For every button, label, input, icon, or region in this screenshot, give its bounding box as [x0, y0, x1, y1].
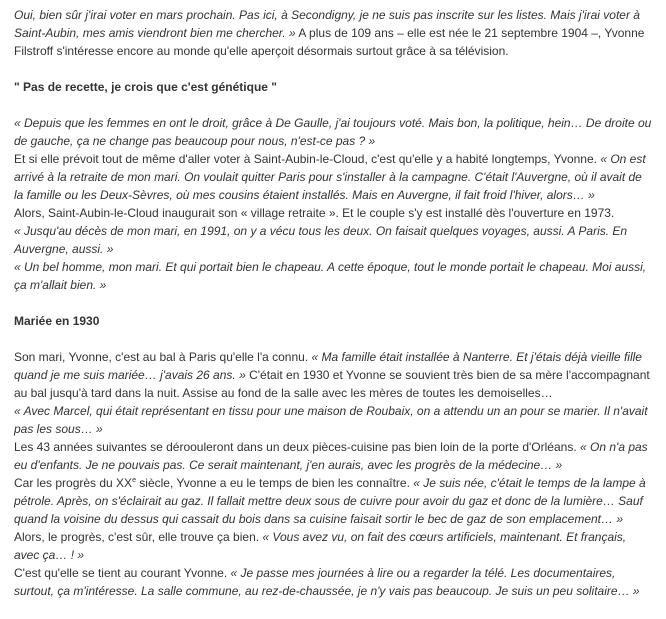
quote-retraite: « On est arrivé à la retraite de mon mari. On voulait quitter Paris pour s'installer à la campagne. C'était l'Auvergne, où il avait de la famille ou les Deux-Sèvres, où mes cousins étaient installés. Mais en Auvergne, il fait froid l'hiver, alors… »: [14, 152, 646, 202]
paragraph-saint-aubin: [14, 150, 652, 204]
quote-enfants: « On n'a pas eu d'enfants. Je ne pouvais pas. Ce serait maintenant, j'en aurais, avec les progrès de la médecine… »: [14, 440, 648, 472]
text-progres-c: Alors, le progrès, c'est sûr, elle trouve ça bien.: [14, 530, 263, 544]
text-43-annees: Les 43 années suivantes se déroouleront dans un deux pièces-cuisine pas bien loin de la porte d'Orléans.: [14, 440, 580, 454]
quote-journees: « Je passe mes journées à lire ou a regarder la télé. Les documentaires, surtout, ça m'intéresse. La salle commune, au rez-de-chaussée, je n'y vais pas beaucoup. Je suis un peu solitaire… »: [14, 566, 640, 598]
quote-deces: « Jusqu'au décès de mon mari, en 1991, on y a vécu tous les deux. On faisait quelques voyages, aussi. A Paris. En Auvergne, aussi. »: [14, 224, 628, 256]
text-bal: Son mari, Yvonne, c'est au bal à Paris qu'elle l'a connu.: [14, 350, 312, 364]
paragraph-village-retraite: Alors, Saint-Aubin-le-Cloud inaugurait son « village retraite ». Et le couple s'y est installé dès l'ouverture en 1973.: [14, 206, 615, 220]
subheading-genetique: " Pas de recette, je crois que c'est génétique ": [14, 80, 277, 94]
superscript-e: e: [132, 477, 136, 484]
paragraph-courant: [14, 564, 652, 600]
intro-quote: Oui, bien sûr j'irai voter en mars prochain. Pas ici, à Secondigny, je ne suis pas inscrite sur les listes. Mais j'irai voter à Saint-Aubin, mes amis viendront bien me chercher. »: [14, 8, 640, 40]
quote-chapeau: « Un bel homme, mon mari. Et qui portait bien le chapeau. A cette époque, tout le monde portait le chapeau. Moi aussi, ça m'allait bien. »: [14, 260, 647, 292]
text-courant: C'est qu'elle se tient au courant Yvonne.: [14, 566, 231, 580]
text-progres-b: siècle, Yvonne a eu le temps de bien les connaître.: [135, 476, 414, 490]
quote-lampe: « Je suis née, c'était le temps de la lampe à pétrole. Après, on s'éclairait au gaz. Il fallait mettre deux sous de cuivre pour avoir du gaz et donc de la lumière… Sauf quand la voisine du dessus qui cassait du bois dans sa cuisine faisait sortir le bec de gaz de son emplacement… »: [14, 476, 646, 526]
paragraph-43-annees: [14, 438, 652, 474]
quote-vote: « Depuis que les femmes en ont le droit, grâce à De Gaulle, j'ai toujours voté. Mais bon, la politique, hein… De droite ou de gauche, ça ne change pas beaucoup pour nous, n'est-ce pas ? »: [14, 116, 652, 148]
quote-marcel: « Avec Marcel, qui était représentant en tissu pour une maison de Roubaix, on a attendu un an pour se marier. Il n'avait pas les sous… »: [14, 404, 648, 436]
subheading-mariee: Mariée en 1930: [14, 314, 100, 328]
quote-nanterre: « Ma famille était installée à Nanterre. Et j'étais déjà vieille fille quand je me suis mariée… j'avais 26 ans. »: [14, 350, 642, 382]
intro-paragraph: [14, 6, 652, 60]
text-saint-aubin: Et si elle prévoit tout de même d'aller voter à Saint-Aubin-le-Cloud, c'est qu'elle y a habité longtemps, Yvonne.: [14, 152, 601, 166]
text-progres-a: Car les progrès du XX: [14, 476, 133, 490]
quote-coeurs: « Vous avez vu, on fait des cœurs artificiels, maintenant. Et français, avec ça… ! »: [14, 530, 627, 562]
text-1930: C'était en 1930 et Yvonne se souvient très bien de sa mère l'accompagnant au bal jusqu'à tard dans la nuit. Assise au fond de la salle avec les mères de toutes les demoiselles…: [14, 368, 650, 400]
paragraph-progres: [14, 474, 652, 564]
intro-text: A plus de 109 ans – elle est née le 21 septembre 1904 –, Yvonne Filstroff s'intéresse encore au monde qu'elle aperçoit désormais surtout grâce à sa télévision.: [14, 26, 645, 58]
paragraph-bal: [14, 348, 652, 402]
